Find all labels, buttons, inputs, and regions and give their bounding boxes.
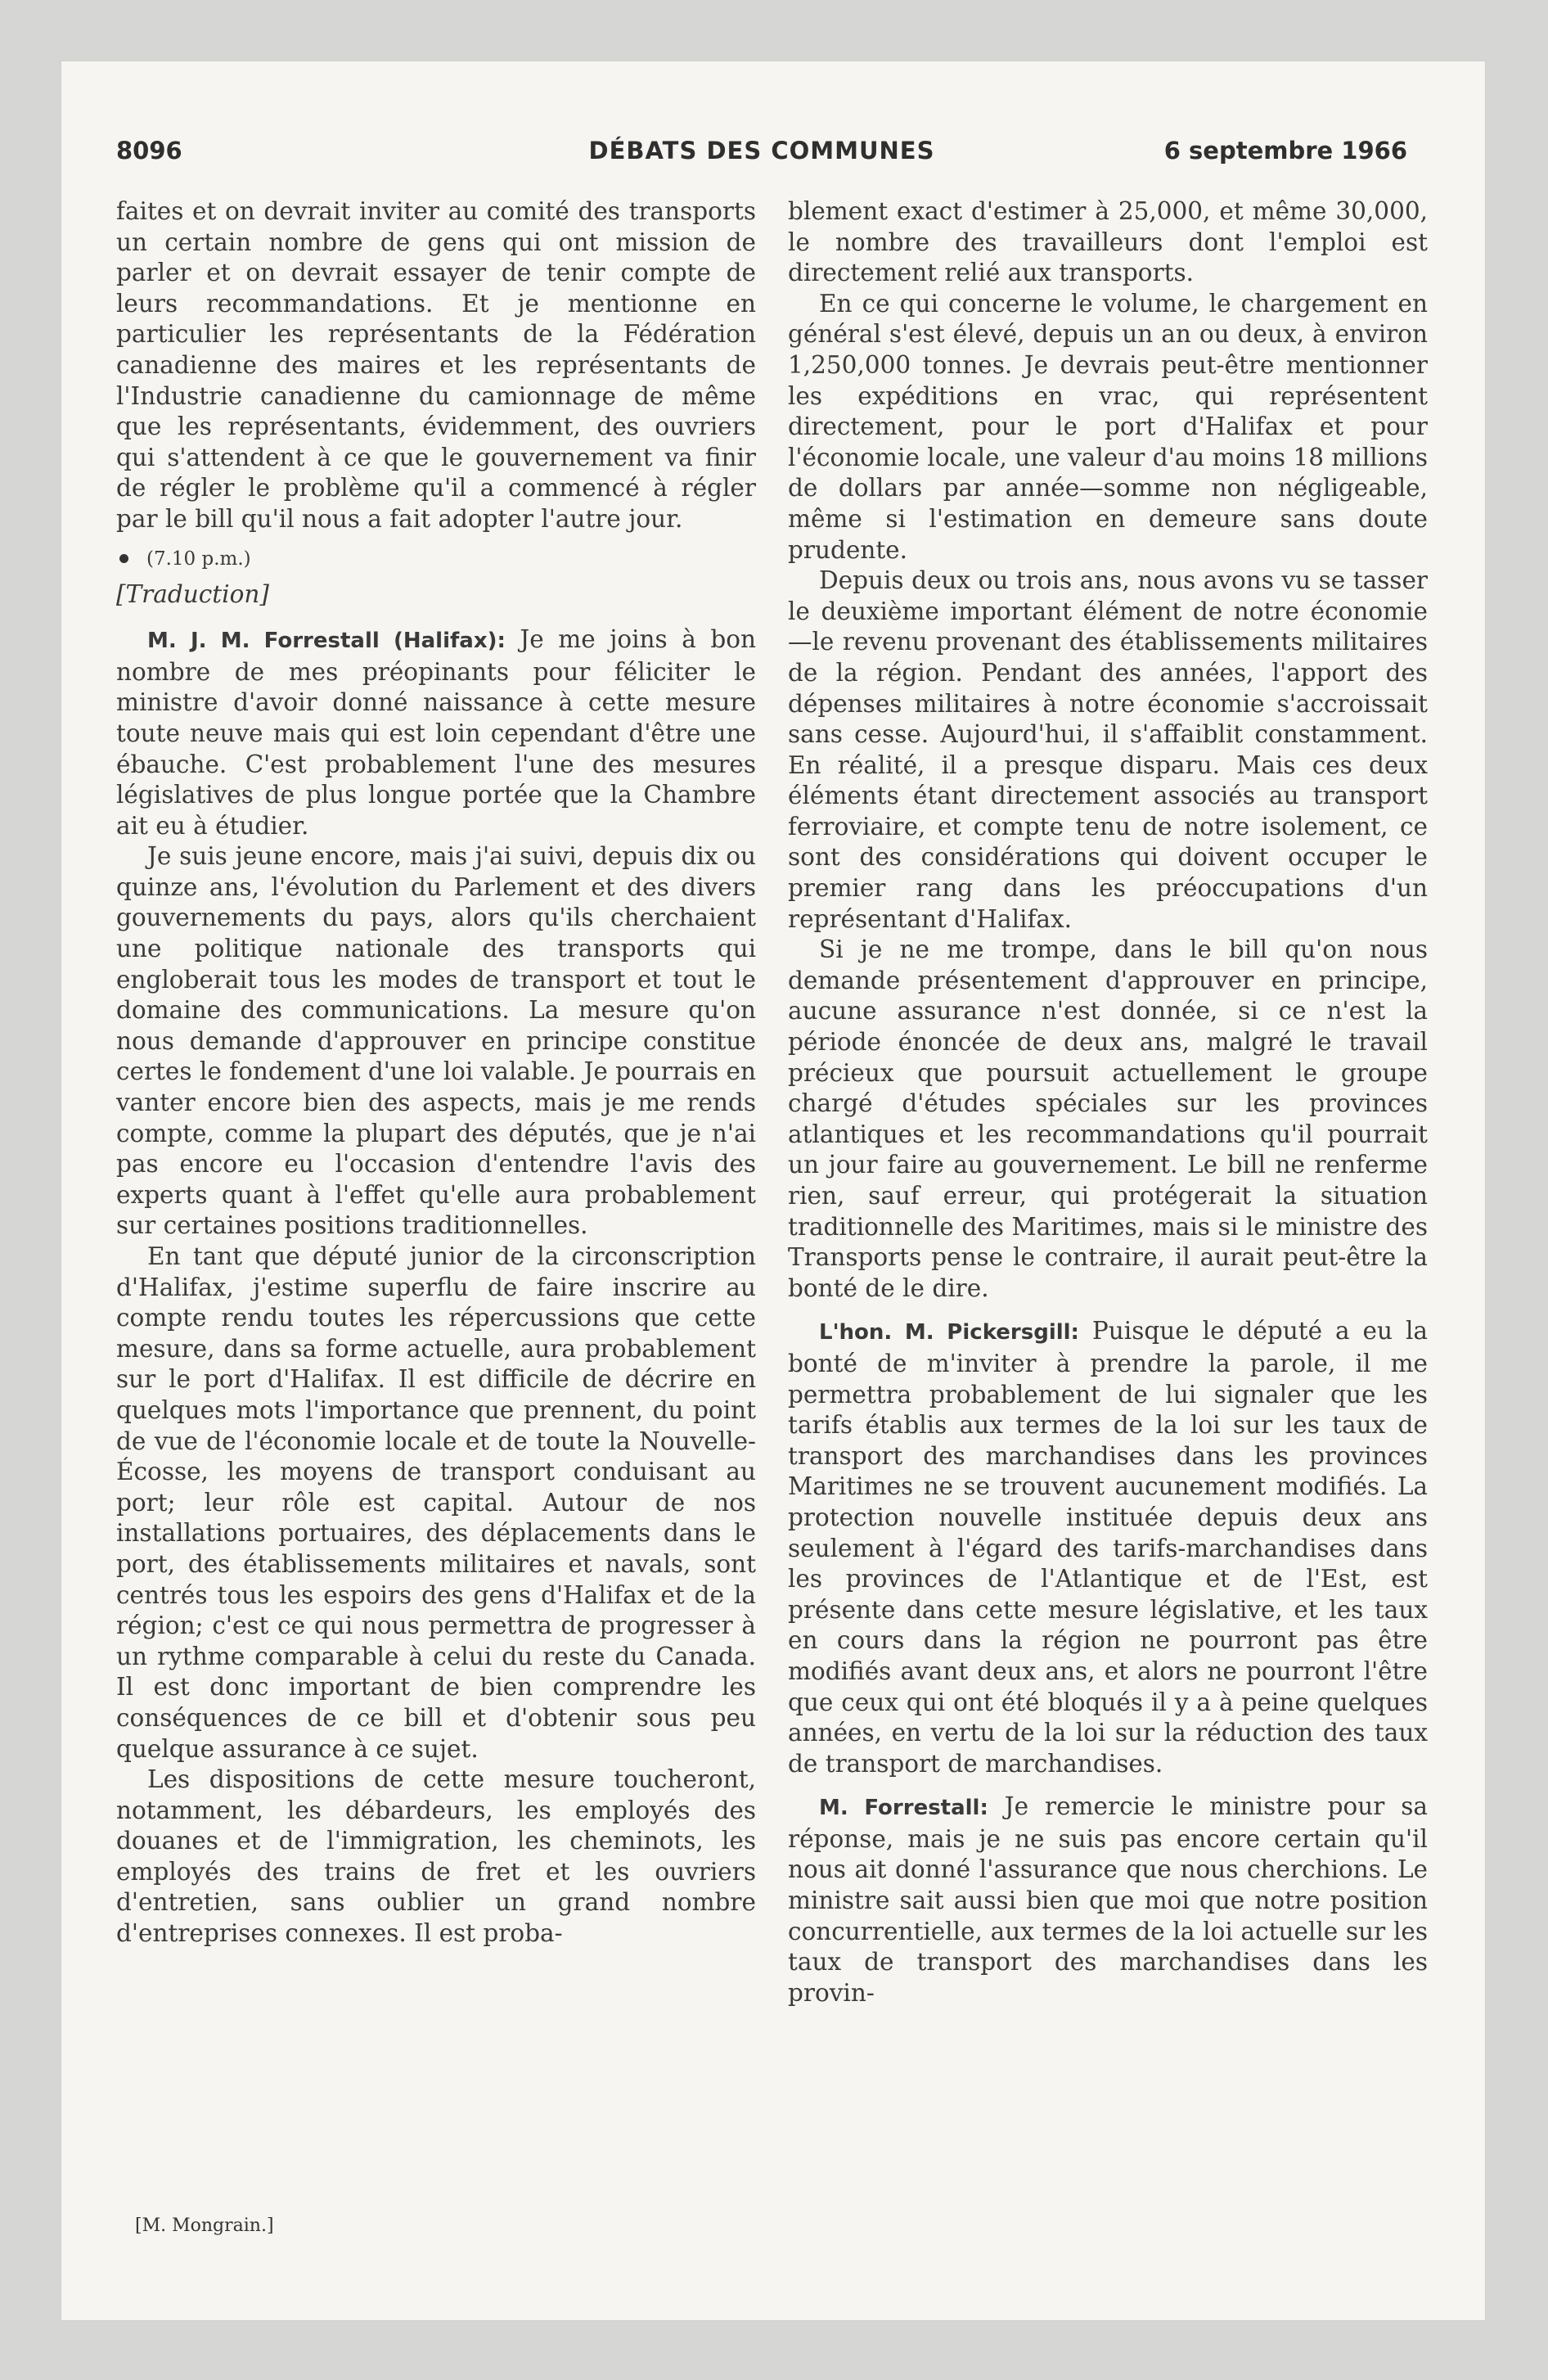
timestamp-text: (7.10 p.m.) <box>146 548 251 570</box>
speech-text: Je remercie le ministre pour sa réponse, mais je ne suis pas encore certain qu'il nous ait donné l'assurance que nous cherchions. Le ministre sait aussi bien que moi que notre position concurrentielle, aux termes de la loi actuelle sur les taux de transport des marchandises dans les provin- <box>788 1792 1428 2007</box>
publication-date: 6 septembre 1966 <box>1163 137 1407 165</box>
speech-paragraph <box>788 1316 1428 1779</box>
speech-paragraph <box>116 624 756 841</box>
speaker-name: M. J. M. Forrestall (Halifax): <box>147 629 506 654</box>
bullet-icon <box>119 554 128 563</box>
paragraph: Depuis deux ou trois ans, nous avons vu se tasser le deuxième important élément de notre économie—le revenu provenant des établissements militaires de la région. Pendant des années, l'apport des dépenses militaires à notre économie s'accroissait sans cesse. Aujourd'hui, il s'affaiblit constamment. En réalité, il a presque disparu. Mais ces deux éléments étant directement associés au transport ferroviaire, et compte tenu de notre isolement, ce sont des considérations qui doivent occuper le premier rang dans les préoccupations d'un représentant d'Halifax. <box>788 566 1428 933</box>
translation-note: [Traduction] <box>116 579 269 608</box>
page-number: 8096 <box>116 137 182 165</box>
speech-paragraph <box>788 1792 1428 2008</box>
right-column <box>788 196 1428 2008</box>
paragraph: Si je ne me trompe, dans le bill qu'on nous demande présentement d'approuver en principe, aucune assurance n'est donnée, si ce n'est la période énoncée de deux ans, malgré le travail précieux que poursuit actuellement le groupe chargé d'études spéciales sur les provinces atlantiques et les recommandations qu'il pourrait un jour faire au gouvernement. Le bill ne renferme rien, sauf erreur, qui protégerait la situation traditionnelle des Maritimes, mais si le ministre des Transports pense le contraire, il aurait peut-être la bonté de le dire. <box>788 935 1428 1302</box>
paragraph: En tant que député junior de la circonscription d'Halifax, j'estime superflu de faire inscrire au compte rendu toutes les répercussions que cette mesure, dans sa forme actuelle, aura probablement sur le port d'Halifax. Il est difficile de décrire en quelques mots l'importance que prennent, du point de vue de l'économie locale et de toute la Nouvelle-Écosse, les moyens de transport conduisant au port; leur rôle est capital. Autour de nos installations portuaires, des déplacements dans le port, des établissements militaires et navals, sont centrés tous les espoirs des gens d'Halifax et de la région; c'est ce qui nous permettra de progresser à un rythme comparable à celui du reste du Canada. Il est donc important de bien comprendre les conséquences de ce bill et d'obtenir sous peu quelque assurance à ce sujet. <box>116 1242 756 1763</box>
footnote: [M. Mongrain.] <box>135 2215 274 2236</box>
speech-text: Puisque le député a eu la bonté de m'inviter à prendre la parole, il me permettra probablement de lui signaler que les tarifs établis aux termes de la loi sur les taux de transport des marchandises dans les provinces Maritimes ne se trouvent aucunement modifiés. La protection nouvelle instituée depuis deux ans seulement à l'égard des tarifs-marchandises dans les provinces de l'Atlantique et de l'Est, est présente dans cette mesure législative, et les taux en cours dans la région ne pourront pas être modifiés avant deux ans, et alors ne pourront l'être que ceux qui ont été bloqués il y a à peine quelques années, en vertu de la loi sur la réduction des taux de transport de marchandises. <box>788 1317 1428 1778</box>
paragraph: Les dispositions de cette mesure toucheront, notamment, les débardeurs, les employés des douanes et de l'immigration, les cheminots, les employés des trains de fret et les ouvriers d'entretien, sans oublier un grand nombre d'entreprises connexes. Il est proba- <box>116 1765 756 1948</box>
paragraph: faites et on devrait inviter au comité des transports un certain nombre de gens qui ont mission de parler et on devrait essayer de tenir compte de leurs recommandations. Et je mentionne en particulier les représentants de la Fédération canadienne des maires et les représentants de l'Industrie canadienne du camionnage de même que les représentants, évidemment, des ouvriers qui s'attendent à ce que le gouvernement va finir de régler le problème qu'il a commencé à régler par le bill qu'il nous a fait adopter l'autre jour. <box>116 197 756 533</box>
speaker-name: L'hon. M. Pickersgill: <box>819 1320 1079 1346</box>
paragraph: Je suis jeune encore, mais j'ai suivi, depuis dix ou quinze ans, l'évolution du Parlement et des divers gouvernements du pays, alors qu'ils cherchaient une politique nationale des transports qui engloberait tous les modes de transport et tout le domaine des communications. La mesure qu'on nous demande d'approuver en principe constitue certes le fondement d'une loi valable. Je pourrais en vanter encore bien des aspects, mais je me rends compte, comme la plupart des députés, que je n'ai pas encore eu l'occasion d'entendre l'avis des experts quant à l'effet qu'elle aura probablement sur certaines positions traditionnelles. <box>116 842 757 1240</box>
left-column <box>116 196 756 1950</box>
speech-text: Je me joins à bon nombre de mes préopinants pour féliciter le ministre d'avoir donné naissance à cette mesure toute neuve mais qui est loin cependant d'être une ébauche. C'est probablement l'une des mesures législatives de plus longue portée que la Chambre ait eu à étudier. <box>116 625 756 840</box>
speaker-name: M. Forrestall: <box>819 1796 988 1821</box>
paragraph: blement exact d'estimer à 25,000, et même 30,000, le nombre des travailleurs dont l'emploi est directement relié aux transports. <box>788 197 1428 287</box>
document-page <box>61 61 1485 2320</box>
publication-title: DÉBATS DES COMMUNES <box>588 137 935 165</box>
paragraph: En ce qui concerne le volume, le chargement en général s'est élevé, depuis un an ou deux, à environ 1,250,000 tonnes. Je devrais peut-être mentionner les expéditions en vrac, qui représentent directement, pour le port d'Halifax et pour l'économie locale, une valeur d'au moins 18 millions de dollars par année—somme non négligeable, même si l'estimation en demeure sans doute prudente. <box>788 289 1428 564</box>
timestamp <box>116 547 756 571</box>
running-header <box>116 137 1407 169</box>
